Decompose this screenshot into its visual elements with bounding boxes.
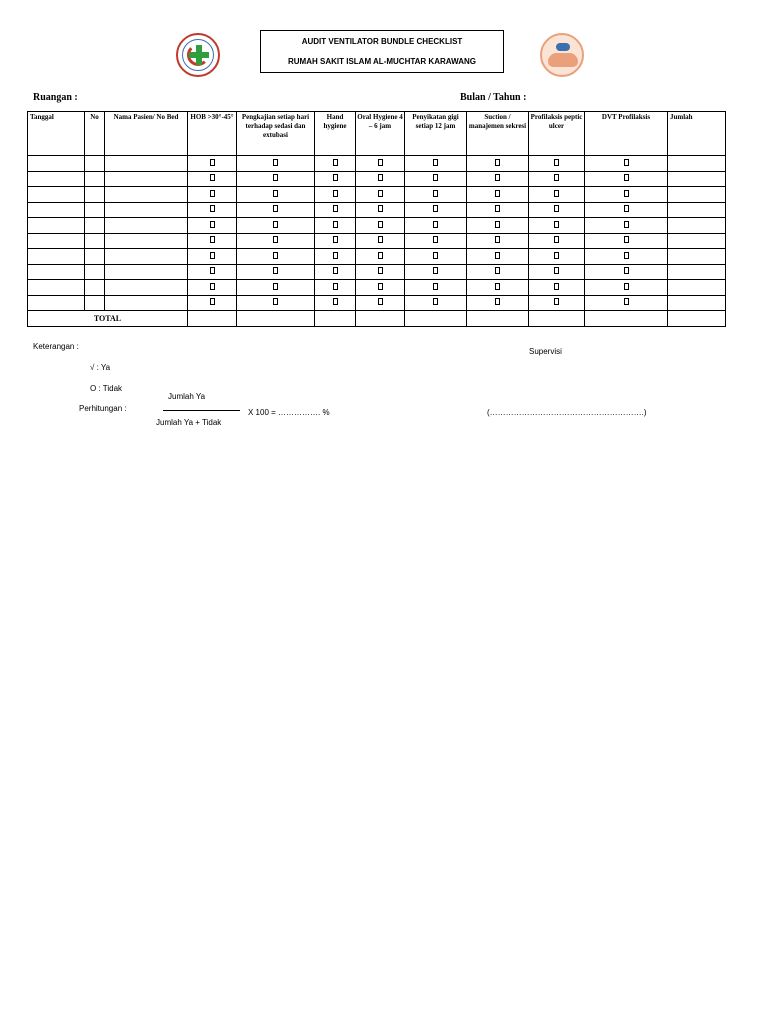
entry-cell[interactable] [28,187,85,203]
checkbox-icon[interactable] [433,221,438,228]
document-title: AUDIT VENTILATOR BUNDLE CHECKLIST [301,37,463,46]
checkbox-icon[interactable] [273,174,278,181]
col-no: No [85,112,105,156]
checkbox-cell[interactable] [467,280,529,296]
checkbox-cell[interactable] [315,156,356,172]
checkbox-cell[interactable] [237,264,315,280]
perhitungan-label: Perhitungan : [79,404,127,413]
checkbox-cell[interactable] [188,264,237,280]
hospital-logo-icon [176,33,220,77]
checkbox-icon[interactable] [273,221,278,228]
entry-cell[interactable] [105,264,188,280]
col-profilaksis-peptic: Profilaksis peptic ulcer [529,112,585,156]
checkbox-icon[interactable] [210,221,215,228]
checkbox-cell[interactable] [585,264,668,280]
checkbox-icon[interactable] [378,221,383,228]
checkbox-cell[interactable] [529,218,585,234]
checkbox-cell[interactable] [315,202,356,218]
checkbox-icon[interactable] [554,221,559,228]
entry-cell[interactable] [105,156,188,172]
checkbox-icon[interactable] [433,283,438,290]
checkbox-cell[interactable] [529,156,585,172]
checkbox-icon[interactable] [333,159,338,166]
checkbox-cell[interactable] [188,233,237,249]
checkbox-icon[interactable] [624,252,629,259]
checkbox-icon[interactable] [210,267,215,274]
checkbox-icon[interactable] [273,298,278,305]
checkbox-cell[interactable] [585,218,668,234]
checkbox-cell[interactable] [405,295,467,311]
checkbox-icon[interactable] [333,174,338,181]
entry-cell[interactable] [85,218,105,234]
checkbox-icon[interactable] [333,283,338,290]
total-cell[interactable] [315,311,356,327]
checkbox-icon[interactable] [624,190,629,197]
checkbox-cell[interactable] [585,295,668,311]
entry-cell[interactable] [85,187,105,203]
checkbox-cell[interactable] [467,187,529,203]
checkbox-icon[interactable] [495,205,500,212]
checkbox-cell[interactable] [405,233,467,249]
checkbox-cell[interactable] [467,156,529,172]
signature-line: (………………………………………………….) [487,408,647,417]
checkbox-icon[interactable] [554,267,559,274]
checkbox-icon[interactable] [433,267,438,274]
entry-cell[interactable] [668,171,726,187]
checkbox-cell[interactable] [237,202,315,218]
checkbox-cell[interactable] [315,171,356,187]
entry-cell[interactable] [105,187,188,203]
checkbox-icon[interactable] [210,298,215,305]
table-row [28,264,726,280]
supervisi-label: Supervisi [529,347,562,356]
col-hand-hygiene: Hand hygiene [315,112,356,156]
checkbox-icon[interactable] [378,174,383,181]
checkbox-icon[interactable] [378,298,383,305]
entry-cell[interactable] [28,295,85,311]
checkbox-icon[interactable] [333,205,338,212]
table-row [28,249,726,265]
checkbox-cell[interactable] [356,295,405,311]
checkbox-cell[interactable] [405,171,467,187]
table-row [28,171,726,187]
entry-cell[interactable] [105,218,188,234]
checkbox-cell[interactable] [237,218,315,234]
checkbox-icon[interactable] [210,236,215,243]
col-dvt-profilaksis: DVT Profilaksis [585,112,668,156]
checkbox-icon[interactable] [495,159,500,166]
entry-cell[interactable] [668,280,726,296]
checkbox-cell[interactable] [356,280,405,296]
table-row [28,280,726,296]
checkbox-cell[interactable] [467,202,529,218]
fraction-numerator: Jumlah Ya [168,392,206,401]
checkbox-cell[interactable] [188,156,237,172]
checkbox-icon[interactable] [210,283,215,290]
checkbox-cell[interactable] [356,218,405,234]
checkbox-cell[interactable] [529,233,585,249]
checkbox-icon[interactable] [378,205,383,212]
legend-tidak: O : Tidak [90,384,123,393]
checkbox-cell[interactable] [529,249,585,265]
ruangan-label: Ruangan : [33,92,78,103]
total-cell[interactable] [585,311,668,327]
checkbox-icon[interactable] [554,298,559,305]
checkbox-icon[interactable] [495,267,500,274]
checkbox-icon[interactable] [624,298,629,305]
checkbox-cell[interactable] [405,202,467,218]
checkbox-icon[interactable] [495,174,500,181]
checkbox-cell[interactable] [356,233,405,249]
entry-cell[interactable] [85,264,105,280]
col-hob: HOB >30°-45° [188,112,237,156]
entry-cell[interactable] [105,249,188,265]
entry-cell[interactable] [28,280,85,296]
checkbox-icon[interactable] [273,190,278,197]
checkbox-cell[interactable] [188,218,237,234]
checkbox-cell[interactable] [467,218,529,234]
checkbox-cell[interactable] [585,280,668,296]
checkbox-icon[interactable] [378,159,383,166]
total-cell[interactable] [529,311,585,327]
checkbox-cell[interactable] [315,187,356,203]
checklist-table [27,111,726,327]
checkbox-icon[interactable] [378,252,383,259]
fraction-line [163,410,240,411]
entry-cell[interactable] [85,249,105,265]
col-nama-pasien: Nama Pasien/ No Bed [105,112,188,156]
checkbox-icon[interactable] [333,236,338,243]
col-pengkajian: Pengkajian setiap hari terhadap sedasi dan extubasi [237,112,315,156]
table-row [28,218,726,234]
checkbox-cell[interactable] [405,218,467,234]
checkbox-cell[interactable] [315,295,356,311]
bulan-tahun-label: Bulan / Tahun : [460,92,527,103]
total-cell[interactable] [405,311,467,327]
entry-cell[interactable] [105,202,188,218]
checkbox-icon[interactable] [210,190,215,197]
table-row [28,233,726,249]
col-tanggal: Tanggal [28,112,85,156]
checkbox-icon[interactable] [333,298,338,305]
checkbox-icon[interactable] [433,298,438,305]
checkbox-icon[interactable] [624,221,629,228]
checkbox-cell[interactable] [585,233,668,249]
checkbox-cell[interactable] [188,171,237,187]
entry-cell[interactable] [668,233,726,249]
checkbox-icon[interactable] [554,283,559,290]
checkbox-cell[interactable] [315,280,356,296]
legend-ya: √ : Ya [90,363,111,372]
checkbox-icon[interactable] [210,205,215,212]
total-cell[interactable] [668,311,726,327]
checkbox-icon[interactable] [624,283,629,290]
entry-cell[interactable] [105,280,188,296]
checkbox-icon[interactable] [554,252,559,259]
checkbox-icon[interactable] [554,190,559,197]
checkbox-icon[interactable] [433,174,438,181]
checkbox-cell[interactable] [467,233,529,249]
checkbox-icon[interactable] [554,159,559,166]
checkbox-icon[interactable] [624,236,629,243]
checkbox-cell[interactable] [529,171,585,187]
checkbox-cell[interactable] [356,187,405,203]
entry-cell[interactable] [85,233,105,249]
table-row [28,156,726,172]
entry-cell[interactable] [28,156,85,172]
checkbox-cell[interactable] [467,171,529,187]
col-penyikatan-gigi: Penyikatan gigi setiap 12 jam [405,112,467,156]
checkbox-cell[interactable] [188,202,237,218]
checkbox-icon[interactable] [433,190,438,197]
checkbox-icon[interactable] [495,221,500,228]
entry-cell[interactable] [85,280,105,296]
ppi-logo-icon [540,33,584,77]
checkbox-cell[interactable] [356,264,405,280]
checkbox-icon[interactable] [273,252,278,259]
checkbox-icon[interactable] [333,267,338,274]
checkbox-icon[interactable] [273,236,278,243]
checkbox-cell[interactable] [237,171,315,187]
entry-cell[interactable] [668,249,726,265]
checkbox-cell[interactable] [188,295,237,311]
checkbox-icon[interactable] [554,205,559,212]
total-cell[interactable] [356,311,405,327]
keterangan-label: Keterangan : [33,342,79,351]
checkbox-cell[interactable] [467,295,529,311]
entry-cell[interactable] [668,264,726,280]
entry-cell[interactable] [105,233,188,249]
checkbox-cell[interactable] [315,233,356,249]
total-cell[interactable] [467,311,529,327]
checkbox-icon[interactable] [624,174,629,181]
checkbox-cell[interactable] [529,202,585,218]
checkbox-icon[interactable] [495,298,500,305]
col-jumlah: Jumlah [668,112,726,156]
checkbox-cell[interactable] [188,187,237,203]
checkbox-cell[interactable] [529,280,585,296]
checkbox-icon[interactable] [624,159,629,166]
checkbox-cell[interactable] [585,187,668,203]
entry-cell[interactable] [28,218,85,234]
checkbox-cell[interactable] [529,187,585,203]
total-cell[interactable] [237,311,315,327]
checkbox-cell[interactable] [237,156,315,172]
checkbox-icon[interactable] [378,190,383,197]
checkbox-cell[interactable] [188,280,237,296]
checkbox-icon[interactable] [433,159,438,166]
checkbox-cell[interactable] [405,264,467,280]
checkbox-icon[interactable] [433,205,438,212]
entry-cell[interactable] [105,171,188,187]
checkbox-cell[interactable] [585,202,668,218]
entry-cell[interactable] [668,202,726,218]
checkbox-cell[interactable] [405,280,467,296]
checkbox-cell[interactable] [237,280,315,296]
col-oral-hygiene: Oral Hygiene 4 – 6 jam [356,112,405,156]
checkbox-icon[interactable] [273,283,278,290]
entry-cell[interactable] [668,218,726,234]
checkbox-cell[interactable] [585,156,668,172]
checkbox-icon[interactable] [495,236,500,243]
checkbox-icon[interactable] [624,267,629,274]
checkbox-cell[interactable] [356,156,405,172]
document-title-box [260,30,504,73]
checkbox-icon[interactable] [495,190,500,197]
checkbox-icon[interactable] [495,283,500,290]
checkbox-cell[interactable] [585,249,668,265]
checkbox-icon[interactable] [433,252,438,259]
checkbox-cell[interactable] [356,202,405,218]
entry-cell[interactable] [105,295,188,311]
checkbox-icon[interactable] [333,190,338,197]
total-cell[interactable] [188,311,237,327]
checkbox-icon[interactable] [378,283,383,290]
checkbox-cell[interactable] [315,249,356,265]
checkbox-cell[interactable] [405,187,467,203]
checkbox-cell[interactable] [315,218,356,234]
checkbox-cell[interactable] [405,249,467,265]
checkbox-cell[interactable] [237,187,315,203]
entry-cell[interactable] [28,171,85,187]
checkbox-cell[interactable] [585,171,668,187]
checkbox-icon[interactable] [273,205,278,212]
checkbox-cell[interactable] [467,249,529,265]
entry-cell[interactable] [85,156,105,172]
fraction-denominator: Jumlah Ya + Tidak [156,418,222,427]
checkbox-icon[interactable] [433,236,438,243]
checkbox-cell[interactable] [315,264,356,280]
entry-cell[interactable] [28,202,85,218]
checkbox-cell[interactable] [237,295,315,311]
checkbox-cell[interactable] [529,264,585,280]
formula-text: X 100 = ……………. % [248,408,330,417]
entry-cell[interactable] [85,295,105,311]
entry-cell[interactable] [85,171,105,187]
checkbox-icon[interactable] [210,159,215,166]
checkbox-icon[interactable] [554,174,559,181]
checkbox-cell[interactable] [356,171,405,187]
table-row [28,295,726,311]
checkbox-cell[interactable] [467,264,529,280]
total-label: TOTAL [28,311,188,327]
checkbox-cell[interactable] [405,156,467,172]
entry-cell[interactable] [28,264,85,280]
checkbox-icon[interactable] [333,221,338,228]
checkbox-cell[interactable] [529,295,585,311]
checkbox-cell[interactable] [237,249,315,265]
checkbox-icon[interactable] [273,267,278,274]
entry-cell[interactable] [85,202,105,218]
entry-cell[interactable] [668,295,726,311]
checkbox-cell[interactable] [188,249,237,265]
checkbox-icon[interactable] [624,205,629,212]
checkbox-icon[interactable] [378,267,383,274]
entry-cell[interactable] [28,249,85,265]
entry-cell[interactable] [668,187,726,203]
checkbox-icon[interactable] [495,252,500,259]
checkbox-cell[interactable] [356,249,405,265]
checkbox-cell[interactable] [237,233,315,249]
hospital-name: RUMAH SAKIT ISLAM AL-MUCHTAR KARAWANG [288,57,476,66]
table-row [28,202,726,218]
checkbox-icon[interactable] [273,159,278,166]
entry-cell[interactable] [28,233,85,249]
checkbox-icon[interactable] [210,174,215,181]
table-header-row [28,112,726,156]
total-row [28,311,726,327]
entry-cell[interactable] [668,156,726,172]
table-row [28,187,726,203]
checkbox-icon[interactable] [333,252,338,259]
checkbox-icon[interactable] [378,236,383,243]
col-suction: Suction / manajemen sekresi [467,112,529,156]
checkbox-icon[interactable] [210,252,215,259]
checkbox-icon[interactable] [554,236,559,243]
